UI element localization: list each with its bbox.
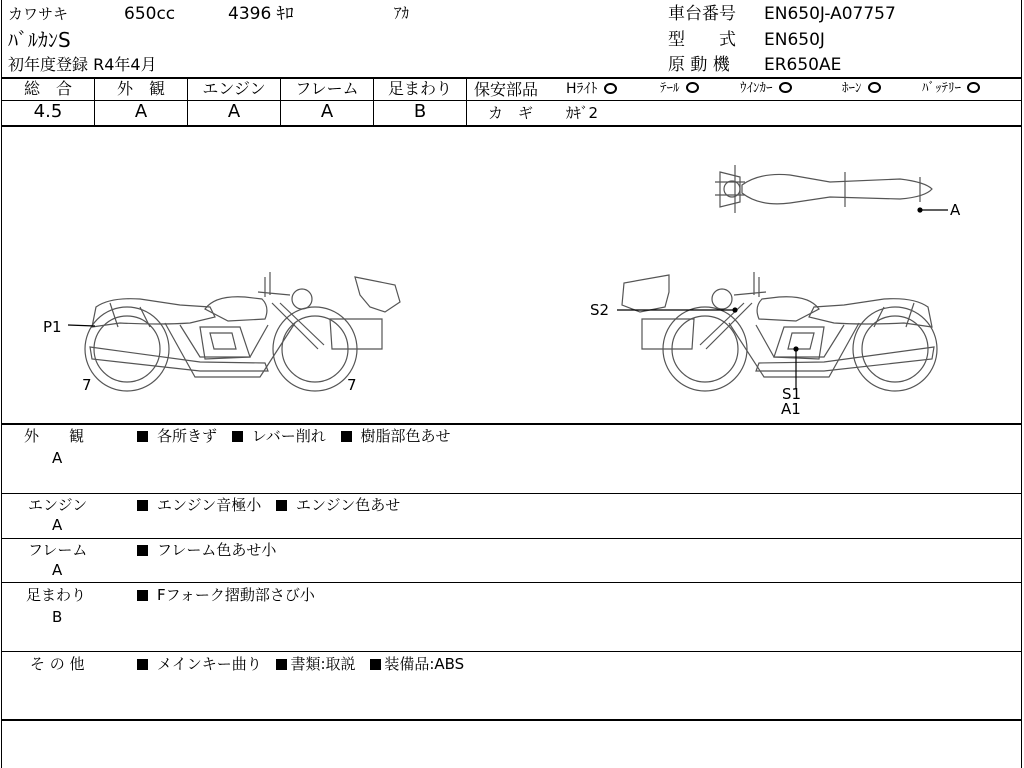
- remark-items-other: メインキー曲り 書類:取説 装備品:ABS: [137, 657, 464, 672]
- bullet-icon: [370, 659, 381, 670]
- mileage: 4396 ｷﾛ: [228, 4, 294, 24]
- safety-item-headlight: Hﾗｲﾄ: [566, 82, 617, 96]
- mark-front-wheel: 7: [82, 376, 92, 394]
- safety-item-battery: ﾊﾞｯﾃﾘｰ: [922, 82, 980, 95]
- right-side-view: [622, 272, 937, 391]
- bullet-icon: [137, 431, 148, 442]
- safety-item-tail: ﾃｰﾙ: [660, 82, 699, 95]
- remark-label-suspension: 足まわり: [26, 586, 87, 604]
- suspension-grade-label: 足まわり: [387, 79, 452, 98]
- remark-grade-frame: A: [52, 561, 63, 579]
- remarks-divider-3: [1, 582, 1022, 583]
- remark-label-frame: フレーム: [28, 541, 88, 559]
- bullet-icon: [137, 659, 148, 670]
- engine-grade-label: エンジン: [202, 79, 266, 98]
- ok-circle-icon: [967, 82, 980, 93]
- remarks-divider-4: [1, 651, 1022, 652]
- engine-code: ER650AE: [764, 55, 842, 75]
- remarks-divider-2: [1, 538, 1022, 539]
- bullet-icon: [232, 431, 243, 442]
- first-registration: 初年度登録 R4年4月: [8, 55, 157, 74]
- key-value: ｶｷﾞ2: [566, 104, 599, 122]
- ok-circle-icon: [868, 82, 881, 93]
- frame-grade-value: A: [320, 101, 334, 122]
- mark-s2: S2: [590, 301, 610, 319]
- engine-grade-value: A: [227, 101, 241, 122]
- ok-circle-icon: [604, 83, 617, 94]
- remark-items-engine: エンジン音極小 エンジン色あせ: [137, 498, 400, 513]
- bullet-icon: [137, 545, 148, 556]
- mark-a1: A1: [781, 400, 801, 418]
- remark-label-exterior: 外 観: [24, 427, 85, 445]
- remarks-top: [1, 423, 1022, 425]
- key-label: カ ギ: [488, 104, 534, 122]
- ok-circle-icon: [686, 82, 699, 93]
- remark-label-engine: エンジン: [28, 496, 88, 514]
- ok-circle-icon: [779, 82, 792, 93]
- bullet-icon: [137, 590, 148, 601]
- remark-items-suspension: Fフォーク摺動部さび小: [137, 588, 315, 603]
- frame-number: EN650J-A07757: [764, 4, 896, 24]
- engine-label: 原 動 機: [668, 55, 730, 75]
- remark-grade-exterior: A: [52, 449, 63, 467]
- overall-label: 総 合: [23, 79, 72, 98]
- bullet-icon: [341, 431, 352, 442]
- maker: カワサキ: [8, 5, 69, 23]
- exterior-value: A: [134, 101, 148, 122]
- frame-grade-label: フレーム: [295, 79, 359, 98]
- mark-p1: P1: [43, 318, 62, 336]
- model-code: EN650J: [764, 30, 825, 50]
- mark-a: A: [950, 201, 961, 219]
- remarks-divider-1: [1, 493, 1022, 494]
- motorcycle-diagram: [0, 127, 1024, 423]
- safety-label: 保安部品: [474, 80, 539, 99]
- left-side-view: [85, 272, 400, 394]
- remark-grade-suspension: B: [52, 608, 63, 626]
- safety-table-mid: [467, 100, 1022, 101]
- safety-item-horn: ﾎｰﾝ: [842, 82, 881, 95]
- remark-label-other: そ の 他: [30, 655, 85, 673]
- grade-divider-5: [466, 78, 467, 126]
- model-name: ﾊﾞﾙｶﾝS: [8, 28, 71, 52]
- suspension-grade-value: B: [413, 101, 427, 122]
- frame-number-label: 車台番号: [668, 4, 736, 24]
- color: ｱｶ: [394, 4, 410, 22]
- remark-items-frame: フレーム色あせ小: [137, 543, 276, 558]
- bullet-icon: [137, 500, 148, 511]
- mark-s1: S1: [782, 385, 802, 403]
- bullet-icon: [276, 500, 287, 511]
- safety-item-winker: ｳｲﾝｶｰ: [740, 82, 792, 95]
- displacement: 650cc: [124, 4, 176, 24]
- top-view: [715, 165, 932, 213]
- remark-items-exterior: 各所きず レバー削れ 樹脂部色あせ: [137, 429, 451, 444]
- model-code-label: 型 式: [668, 30, 736, 50]
- exterior-label: 外 観: [116, 79, 165, 98]
- bullet-icon: [276, 659, 287, 670]
- overall-value: 4.5: [33, 101, 63, 122]
- remarks-bottom: [1, 719, 1022, 721]
- mark-rear-wheel: 7: [347, 376, 357, 394]
- remark-grade-engine: A: [52, 516, 63, 534]
